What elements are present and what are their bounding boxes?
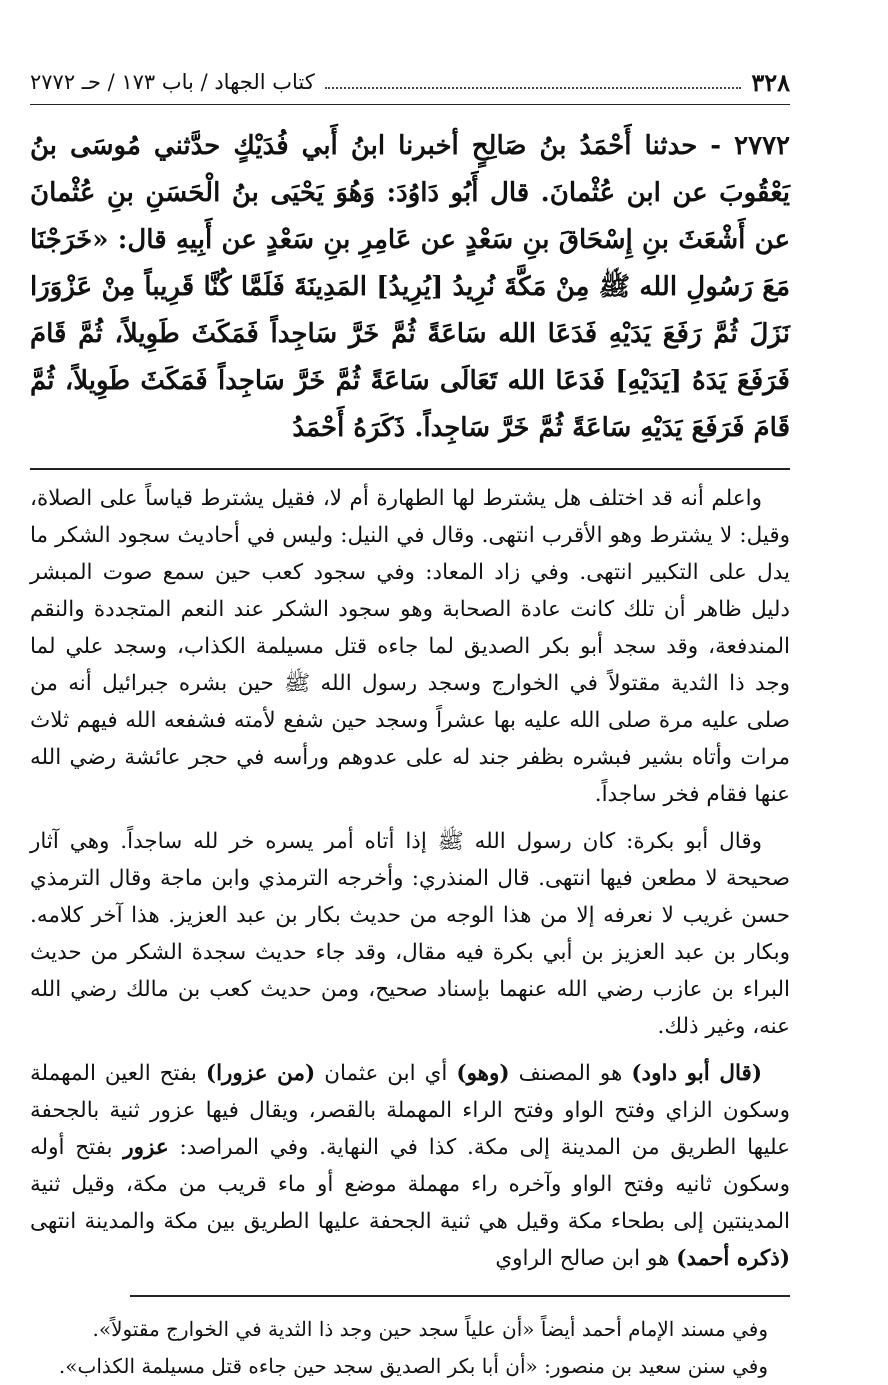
commentary-paragraph-1: واعلم أنه قد اختلف هل يشترط لها الطهارة أم لا، فقيل يشترط قياساً على الصلاة، وقيل: لا يشترط وهو الأقرب انتهى. وقال في النيل: وليس في أحاديث سجود الشكر ما يدل على التكبير انتهى. وفي زاد المعاد: وفي سجود كعب حين سمع صوت المبشر دليل ظاهر أن تلك كانت عادة الصحابة وهو سجود الشكر عند النعم المتجددة والنقم المندفعة، وقد سجد أبو بكر الصديق لما جاءه قتل مسيلمة الكذاب، وسجد علي لما وجد ذا الثدية مقتولاً في الخوارج وسجد رسول الله ﷺ حين بشره جبرائيل أنه من صلى عليه مرة صلى الله عليه بها عشراً وسجد حين شفع لأمته فشفعه الله فيهم ثلاث مرات وأتاه بشير فبشره بظفر جند له على عدوهم ورأسه في حجر عائشة رضي الله عنها فقام فخر ساجداً. [30, 486, 790, 807]
bold-lemma: (ذكره أحمد) [676, 1246, 790, 1271]
footnote-divider [130, 1295, 790, 1297]
footnote-2: وفي سنن سعيد بن منصور: «أن أبا بكر الصديق سجد حين جاءه قتل مسيلمة الكذاب». [58, 1354, 768, 1378]
commentary-text: بفتح العين المهملة وسكون الزاي وفتح الواو وفتح الراء المهملة بالقصر، ويقال فيها عزور ثنية بالجحفة عليها الطريق من المدينة إلى مكة. كذا في النهاية. وفي المراصد: [30, 1061, 791, 1160]
header-dot-leader [325, 75, 742, 89]
page-number: ٣٢٨ [751, 67, 790, 97]
bold-lemma: (قال أبو داود) [631, 1061, 762, 1086]
footnote-1: وفي مسند الإمام أحمد أيضاً «أن علياً سجد حين وجد ذا الثدية في الخوارج مقتولاً». [92, 1317, 768, 1341]
commentary-text: هو المصنف [509, 1061, 632, 1086]
hadith-text-block [30, 123, 790, 452]
commentary-paragraph-2: وقال أبو بكرة: كان رسول الله ﷺ إذا أتاه أمر يسره خر لله ساجداً. وهي آثار صحيحة لا مطعن فيها انتهى. قال المنذري: وأخرجه الترمذي وابن ماجة وقال الترمذي حسن غريب لا نعرفه إلا من هذا الوجه من حديث بكار بن عبد العزيز. هذا آخر كلامه. وبكار بن عبد العزيز بن أبي بكرة فيه مقال، وقد جاء حديث سجدة الشكر من حديث البراء بن عازب رضي الله عنهما بإسناد صحيح، ومن حديث كعب بن مالك رضي الله عنه، وغير ذلك. [30, 829, 790, 1039]
running-header [30, 60, 790, 105]
commentary-divider [30, 468, 790, 470]
bold-lemma: عزور [123, 1135, 169, 1160]
commentary-text: أي ابن عثمان [315, 1061, 457, 1086]
hadith-number: ٢٧٧٢ [734, 131, 790, 161]
book-page [30, 60, 790, 1385]
bold-lemma: (وهو) [456, 1061, 510, 1086]
bold-lemma: (من عزورا) [205, 1061, 316, 1086]
running-title: كتاب الجهاد / باب ١٧٣ / حـ ٢٧٧٢ [30, 70, 315, 94]
commentary-text: هو ابن صالح الراوي [495, 1246, 677, 1271]
commentary-text: بفتح أوله وسكون ثانيه وفتح الواو وآخره راء مهملة موضع أو ماء قريب من مكة، وقيل ثنية المدينتين إلى بطحاء مكة وقيل هي ثنية الجحفة عليها الطريق بين مكة والمدينة انتهى [30, 1135, 790, 1234]
commentary-paragraph-3 [30, 1055, 790, 1277]
hadith-body: - حدثنا أَحْمَدُ بنُ صَالِحٍ أخبرنا ابنُ أَبي فُدَيْكٍ حدَّثني مُوسَى بنُ يَعْقُوبَ عن ابن عُثْمانَ. قال أَبُو دَاوُدَ: وَهُوَ يَحْيَى بنُ الْحَسَنِ بنِ عُثْمانَ عن أَشْعَثَ بنِ إِسْحَاقَ بنِ سَعْدٍ عن عَامِرِ بنِ سَعْدٍ عن أَبِيهِ قال: «خَرَجْنَا مَعَ رَسُولِ الله ﷺ مِنْ مَكَّةَ نُرِيدُ [يُرِيدُ] المَدِينَةَ فَلَمَّا كُنَّا قَرِيباً مِنْ عَزْوَرَا نَزَلَ ثُمَّ رَفَعَ يَدَيْهِ فَدَعَا الله سَاعَةً ثُمَّ خَرَّ سَاجِداً فَمَكَثَ طَوِيلاً، ثُمَّ قَامَ فَرَفَعَ يَدَهُ [يَدَيْهِ] فَدَعَا الله تَعَالَى سَاعَةً ثُمَّ خَرَّ سَاجِداً فَمَكَثَ طَوِيلاً، ثُمَّ قَامَ فَرَفَعَ يَدَيْهِ سَاعَةً ثُمَّ خَرَّ سَاجِداً. ذَكَرَهُ أَحْمَدُ [30, 131, 790, 443]
